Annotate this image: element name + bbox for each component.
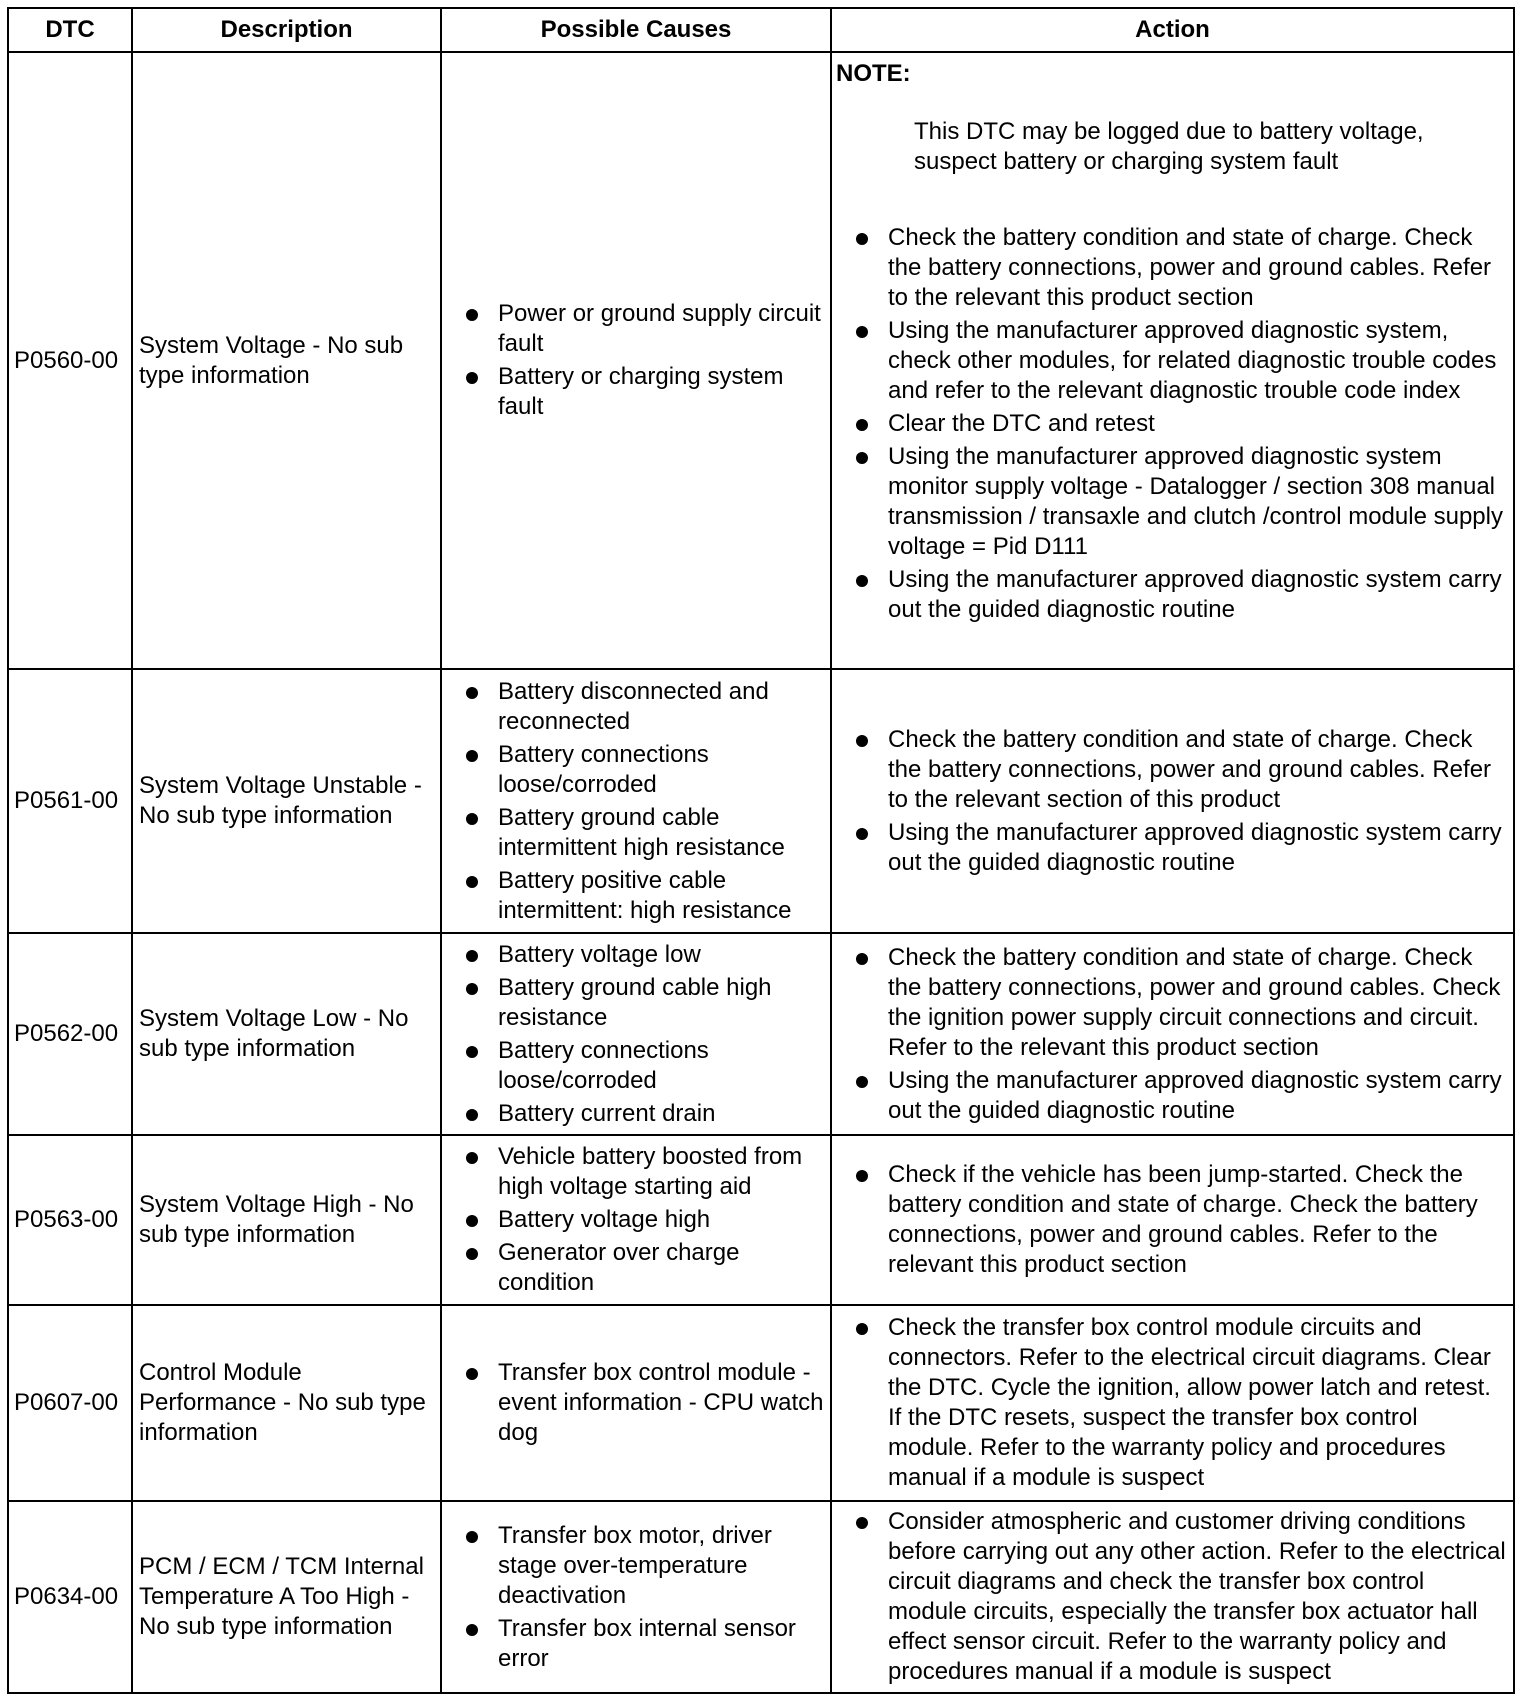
- dtc-code: P0563-00: [8, 1135, 132, 1305]
- cause-item: Battery connections loose/corroded: [446, 1036, 826, 1096]
- action-cell: [831, 1501, 1514, 1693]
- cause-item: Transfer box motor, driver stage over-temperature deactivation: [446, 1521, 826, 1611]
- table-row: [8, 1501, 1514, 1693]
- action-item: Using the manufacturer approved diagnostic system, check other modules, for related diagnostic trouble codes and refer to the relevant diagnostic trouble code index: [836, 316, 1509, 406]
- cause-item: Battery voltage low: [446, 940, 826, 970]
- header-description: Description: [132, 8, 441, 52]
- cause-item: Vehicle battery boosted from high voltage starting aid: [446, 1142, 826, 1202]
- dtc-description: Control Module Performance - No sub type information: [132, 1305, 441, 1501]
- action-cell: [831, 1305, 1514, 1501]
- actions-list: [836, 1507, 1509, 1687]
- possible-causes-cell: [441, 669, 831, 933]
- possible-causes-cell: [441, 933, 831, 1135]
- cause-item: Battery disconnected and reconnected: [446, 677, 826, 737]
- action-cell: [831, 669, 1514, 933]
- header-action: Action: [831, 8, 1514, 52]
- action-item: Clear the DTC and retest: [836, 409, 1509, 439]
- dtc-description: System Voltage Unstable - No sub type information: [132, 669, 441, 933]
- causes-list: [446, 1142, 826, 1298]
- actions-list: [836, 943, 1509, 1126]
- dtc-code: P0561-00: [8, 669, 132, 933]
- action-item: Consider atmospheric and customer driving conditions before carrying out any other action. Refer to the electrical circuit diagrams and check the transfer box control module circuits, especially the transfer box actuator hall effect sensor circuit. Refer to the warranty policy and procedures manual if a module is suspect: [836, 1507, 1509, 1687]
- dtc-code: P0634-00: [8, 1501, 132, 1693]
- cause-item: Battery ground cable intermittent high resistance: [446, 803, 826, 863]
- header-dtc: DTC: [8, 8, 132, 52]
- cause-item: Battery current drain: [446, 1099, 826, 1129]
- dtc-description: PCM / ECM / TCM Internal Temperature A Too High - No sub type information: [132, 1501, 441, 1693]
- cause-item: Transfer box control module - event information - CPU watch dog: [446, 1358, 826, 1448]
- causes-list: [446, 1358, 826, 1448]
- action-item: Using the manufacturer approved diagnostic system carry out the guided diagnostic routine: [836, 1066, 1509, 1126]
- table-row: [8, 933, 1514, 1135]
- table-row: [8, 669, 1514, 933]
- action-item: Check the transfer box control module circuits and connectors. Refer to the electrical circuit diagrams. Clear the DTC. Cycle the ignition, allow power latch and retest. If the DTC resets, suspect the transfer box control module. Refer to the warranty policy and procedures manual if a module is suspect: [836, 1313, 1509, 1493]
- possible-causes-cell: [441, 52, 831, 669]
- cause-item: Battery positive cable intermittent: high resistance: [446, 866, 826, 926]
- header-row: [8, 8, 1514, 52]
- action-item: Check if the vehicle has been jump-started. Check the battery condition and state of charge. Check the battery connections, power and ground cables. Refer to the relevant this product section: [836, 1160, 1509, 1280]
- dtc-code: P0607-00: [8, 1305, 132, 1501]
- dtc-table-sheet: [7, 7, 1513, 1685]
- dtc-code: P0560-00: [8, 52, 132, 669]
- actions-list: [836, 725, 1509, 878]
- action-item: Check the battery condition and state of charge. Check the battery connections, power and ground cables. Refer to the relevant this product section: [836, 223, 1509, 313]
- cause-item: Battery or charging system fault: [446, 362, 826, 422]
- possible-causes-cell: [441, 1135, 831, 1305]
- causes-list: [446, 299, 826, 422]
- causes-list: [446, 1521, 826, 1674]
- dtc-description: System Voltage High - No sub type information: [132, 1135, 441, 1305]
- dtc-code: P0562-00: [8, 933, 132, 1135]
- action-cell: [831, 933, 1514, 1135]
- actions-list: [836, 1313, 1509, 1493]
- action-item: Using the manufacturer approved diagnostic system carry out the guided diagnostic routine: [836, 818, 1509, 878]
- possible-causes-cell: [441, 1501, 831, 1693]
- dtc-description: System Voltage - No sub type information: [132, 52, 441, 669]
- dtc-table: [7, 7, 1515, 1694]
- actions-list: [836, 223, 1509, 625]
- cause-item: Power or ground supply circuit fault: [446, 299, 826, 359]
- action-cell: [831, 1135, 1514, 1305]
- cause-item: Battery voltage high: [446, 1205, 826, 1235]
- possible-causes-cell: [441, 1305, 831, 1501]
- action-item: Using the manufacturer approved diagnostic system carry out the guided diagnostic routine: [836, 565, 1509, 625]
- cause-item: Battery connections loose/corroded: [446, 740, 826, 800]
- note-title: NOTE:: [836, 60, 911, 87]
- note-text: This DTC may be logged due to battery voltage, suspect battery or charging system fault: [914, 118, 1424, 175]
- causes-list: [446, 677, 826, 926]
- cause-item: Generator over charge condition: [446, 1238, 826, 1298]
- table-row: [8, 1305, 1514, 1501]
- action-item: Check the battery condition and state of charge. Check the battery connections, power and ground cables. Check the ignition power supply circuit connections and circuit. Refer to the relevant this product section: [836, 943, 1509, 1063]
- causes-list: [446, 940, 826, 1129]
- table-row: [8, 1135, 1514, 1305]
- cause-item: Transfer box internal sensor error: [446, 1614, 826, 1674]
- action-item: Using the manufacturer approved diagnostic system monitor supply voltage - Datalogger / section 308 manual transmission / transaxle and clutch /control module supply voltage = Pid D111: [836, 442, 1509, 562]
- cause-item: Battery ground cable high resistance: [446, 973, 826, 1033]
- table-row: [8, 52, 1514, 669]
- actions-list: [836, 1160, 1509, 1280]
- header-possible-causes: Possible Causes: [441, 8, 831, 52]
- dtc-description: System Voltage Low - No sub type information: [132, 933, 441, 1135]
- action-cell: [831, 52, 1514, 669]
- action-item: Check the battery condition and state of charge. Check the battery connections, power and ground cables. Refer to the relevant section of this product: [836, 725, 1509, 815]
